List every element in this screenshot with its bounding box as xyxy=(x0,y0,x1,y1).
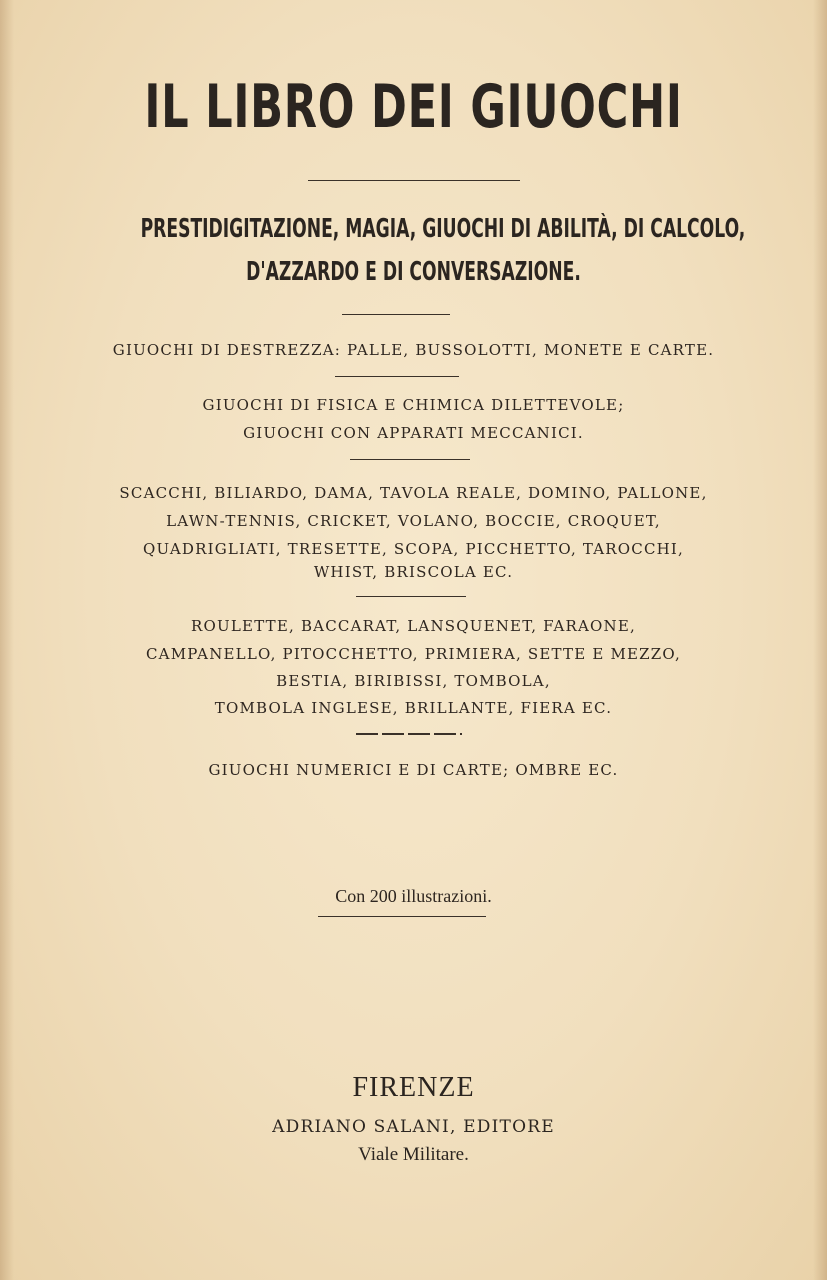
section-4-line-2: CAMPANELLO, PITOCCHETTO, PRIMIERA, SETTE E MEZZO, xyxy=(145,645,681,663)
title-rule xyxy=(308,180,520,181)
subtitle-rule xyxy=(342,314,450,315)
section-4-rule xyxy=(356,733,462,735)
subtitle-line-1: PRESTIDIGITAZIONE, MAGIA, GIUOCHI DI ABILITÀ, DI CALCOLO, xyxy=(140,214,746,244)
section-4-line-4: TOMBOLA INGLESE, BRILLANTE, FIERA EC. xyxy=(214,699,613,717)
section-4-line-3: BESTIA, BIRIBISSI, TOMBOLA, xyxy=(276,672,551,690)
section-3-line-2: LAWN-TENNIS, CRICKET, VOLANO, BOCCIE, CROQUET, xyxy=(166,512,661,530)
imprint-city: FIRENZE xyxy=(352,1072,475,1103)
imprint-address: Viale Militare. xyxy=(358,1144,469,1165)
section-3-rule xyxy=(356,596,466,597)
book-title: IL LIBRO DEI GIUOCHI xyxy=(144,72,683,142)
section-1-rule xyxy=(335,376,459,377)
section-2-line-2: GIUOCHI CON APPARATI MECCANICI. xyxy=(243,424,584,442)
section-2-rule xyxy=(350,459,470,460)
section-3-line-1: SCACCHI, BILIARDO, DAMA, TAVOLA REALE, DOMINO, PALLONE, xyxy=(119,484,708,502)
illustrations-rule xyxy=(318,916,486,917)
imprint-publisher: ADRIANO SALANI, EDITORE xyxy=(272,1117,555,1137)
illustrations-note: Con 200 illustrazioni. xyxy=(335,886,492,906)
section-3-line-4: WHIST, BRISCOLA EC. xyxy=(313,563,514,581)
section-3-line-3: QUADRIGLIATI, TRESETTE, SCOPA, PICCHETTO, TAROCCHI, xyxy=(142,540,685,558)
subtitle-line-2: D'AZZARDO E DI CONVERSAZIONE. xyxy=(246,257,581,287)
section-1-line-1: GIUOCHI DI DESTREZZA: PALLE, BUSSOLOTTI, MONETE E CARTE. xyxy=(112,341,715,359)
section-5-line-1: GIUOCHI NUMERICI E DI CARTE; OMBRE EC. xyxy=(208,761,619,779)
section-4-line-1: ROULETTE, BACCARAT, LANSQUENET, FARAONE, xyxy=(191,617,636,635)
section-2-line-1: GIUOCHI DI FISICA E CHIMICA DILETTEVOLE; xyxy=(202,396,625,414)
